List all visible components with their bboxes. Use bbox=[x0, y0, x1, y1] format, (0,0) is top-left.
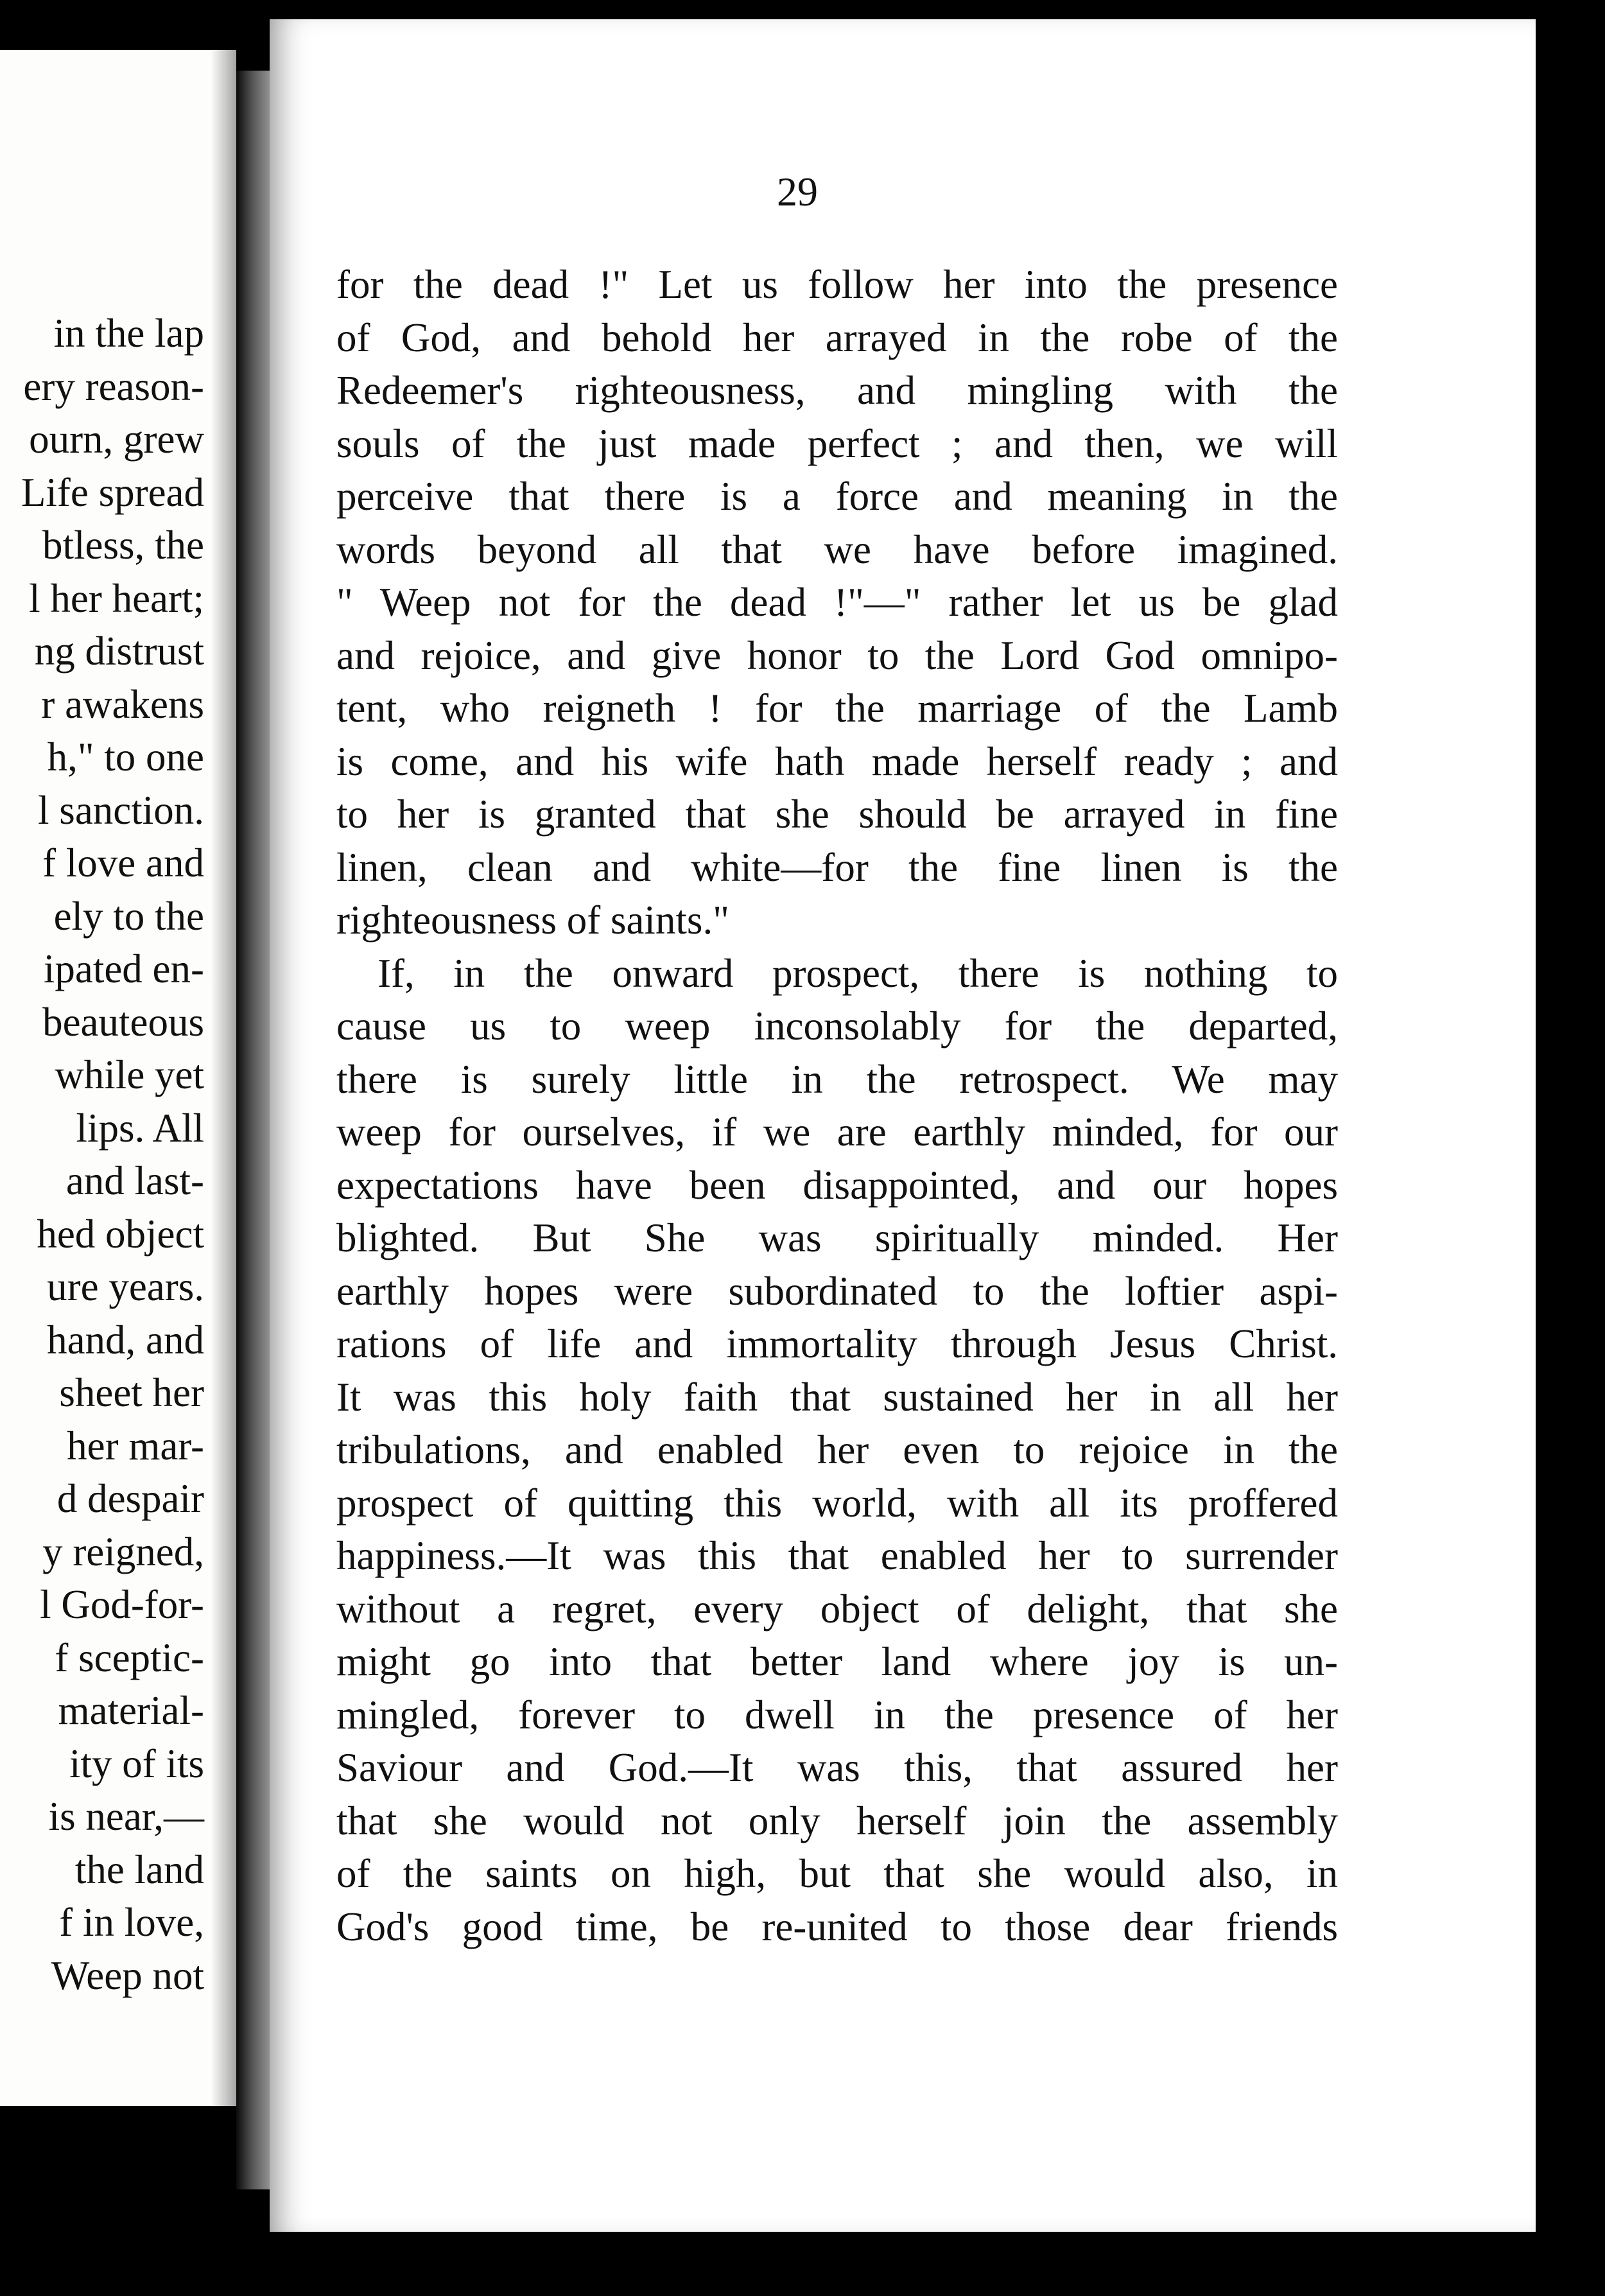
previous-page-line: ourn, grew bbox=[29, 417, 204, 462]
previous-page-line: r awakens bbox=[41, 681, 204, 727]
text-line: It was this holy faith that sustained her in all her bbox=[336, 1374, 1338, 1420]
text-line: there is surely little in the retrospect. We may bbox=[336, 1056, 1338, 1102]
previous-page-line: while yet bbox=[55, 1052, 204, 1097]
previous-page-line: ure years. bbox=[47, 1264, 204, 1309]
text-line: tent, who reigneth ! for the marriage of the Lamb bbox=[336, 686, 1338, 731]
text-line: might go into that better land where joy is un- bbox=[336, 1639, 1338, 1684]
previous-page-line: f sceptic- bbox=[55, 1635, 204, 1680]
previous-page-line: l her heart; bbox=[29, 575, 204, 621]
text-line: expectations have been disappointed, and our hopes bbox=[336, 1162, 1338, 1208]
text-line: of the saints on high, but that she would also, in bbox=[336, 1851, 1338, 1896]
text-line: God's good time, be re-united to those dear friends bbox=[336, 1904, 1338, 1949]
previous-page-line: d despair bbox=[56, 1476, 204, 1521]
previous-page-line: hed object bbox=[37, 1211, 204, 1257]
text-line: prospect of quitting this world, with all its proffered bbox=[336, 1480, 1338, 1526]
text-line: of God, and behold her arrayed in the robe of the bbox=[336, 315, 1338, 360]
previous-page-line: h," to one bbox=[47, 735, 204, 779]
text-line: Redeemer's righteousness, and mingling with the bbox=[336, 368, 1338, 413]
previous-page-line: Life spread bbox=[21, 469, 204, 515]
previous-page-line: sheet her bbox=[59, 1370, 204, 1415]
text-line: to her is granted that she should be arrayed in fine bbox=[336, 792, 1338, 837]
previous-page-line: ity of its bbox=[69, 1741, 204, 1786]
text-line: rations of life and immortality through Jesus Christ. bbox=[336, 1321, 1338, 1366]
previous-page-line: in the lap bbox=[53, 311, 204, 356]
text-line: words beyond all that we have before imagined. bbox=[336, 526, 1338, 572]
previous-page-text bbox=[21, 307, 204, 2002]
page-number: 29 bbox=[777, 169, 818, 214]
text-line: cause us to weep inconsolably for the departed, bbox=[336, 1004, 1338, 1048]
text-line: righteousness of saints." bbox=[336, 898, 729, 943]
text-line: If, in the onward prospect, there is nothing to bbox=[377, 950, 1338, 996]
text-line: earthly hopes were subordinated to the loftier aspi- bbox=[336, 1268, 1338, 1314]
previous-page-line: lips. All bbox=[76, 1105, 204, 1151]
previous-page-line: f in love, bbox=[59, 1900, 204, 1945]
text-line: that she would not only herself join the assembly bbox=[336, 1798, 1338, 1843]
text-line: for the dead !" Let us follow her into the presence bbox=[336, 262, 1338, 307]
text-line: and rejoice, and give honor to the Lord God omnipo- bbox=[336, 632, 1338, 678]
text-line: blighted. But She was spiritually minded. Her bbox=[336, 1215, 1338, 1260]
previous-page-line: and last- bbox=[65, 1158, 204, 1203]
previous-page-line: is near,— bbox=[48, 1794, 204, 1839]
text-line: tribulations, and enabled her even to rejoice in the bbox=[336, 1427, 1338, 1472]
previous-page-line: ely to the bbox=[53, 893, 204, 939]
text-line: without a regret, every object of delight, that she bbox=[336, 1586, 1338, 1631]
previous-page-line: l sanction. bbox=[38, 787, 204, 833]
text-line: Saviour and God.—It was this, that assured her bbox=[336, 1745, 1338, 1790]
text-line: " Weep not for the dead !"—" rather let us be glad bbox=[336, 580, 1338, 625]
text-line: souls of the just made perfect ; and then, we will bbox=[336, 421, 1338, 466]
previous-page-line: ng distrust bbox=[34, 629, 204, 674]
text-line: is come, and his wife hath made herself ready ; and bbox=[336, 738, 1338, 784]
previous-page-line: hand, and bbox=[47, 1317, 204, 1362]
text-line: happiness.—It was this that enabled her to surrender bbox=[336, 1533, 1338, 1578]
previous-page-line: her mar- bbox=[67, 1423, 204, 1468]
text-line: linen, clean and white—for the fine linen is the bbox=[336, 844, 1338, 890]
previous-page-line: the land bbox=[74, 1847, 204, 1892]
previous-page-line: f love and bbox=[42, 840, 204, 885]
text-line: weep for ourselves, if we are earthly minded, for our bbox=[336, 1109, 1338, 1154]
previous-page-line: y reigned, bbox=[42, 1529, 204, 1574]
previous-page-line: ery reason- bbox=[23, 363, 204, 409]
page-body-text bbox=[336, 258, 1338, 1953]
previous-page-line: l God-for- bbox=[40, 1582, 204, 1627]
text-line: perceive that there is a force and meaning in the bbox=[336, 474, 1338, 519]
previous-page-line: beauteous bbox=[42, 999, 204, 1045]
previous-page-line: material- bbox=[58, 1688, 204, 1733]
gutter-shadow bbox=[211, 50, 236, 2106]
text-line: mingled, forever to dwell in the presence of her bbox=[336, 1692, 1338, 1737]
previous-page-fragment bbox=[0, 50, 236, 2106]
previous-page-line: ipated en- bbox=[43, 946, 204, 991]
previous-page-line: btless, the bbox=[42, 523, 204, 568]
previous-page-line: Weep not bbox=[51, 1952, 204, 1998]
